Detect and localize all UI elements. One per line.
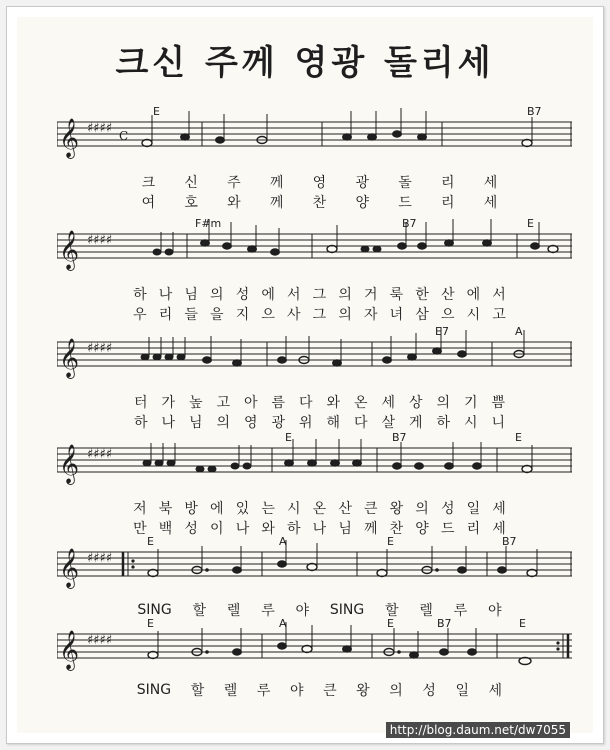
chord-label: A	[515, 325, 523, 338]
chord-label: E	[153, 105, 160, 118]
lyric-syllable: 다	[353, 415, 368, 431]
lyric-syllable: 삼	[415, 307, 429, 323]
lyric-syllable: 우	[133, 307, 147, 323]
lyric-syllable: 기	[463, 395, 478, 411]
lyric-line-2	[57, 413, 572, 431]
chord-label: B7	[392, 431, 407, 444]
lyric-syllable: SING	[137, 602, 172, 618]
lyric-syllable: 한	[415, 287, 429, 303]
lyric-syllable: 게	[408, 415, 423, 431]
lyric-syllable: 광	[355, 175, 369, 191]
lyric-syllable: 님	[184, 287, 198, 303]
lyric-syllable: 온	[312, 501, 327, 517]
staff	[57, 431, 572, 491]
lyric-syllable: 의	[436, 395, 451, 411]
lyric-syllable: 돌	[398, 175, 412, 191]
lyric-syllable: 리	[440, 195, 455, 211]
lyric-syllable: 지	[235, 307, 250, 323]
lyric-syllable: 사	[287, 307, 301, 323]
lyric-line-1	[57, 173, 572, 191]
chord-label: E	[387, 535, 394, 548]
lyric-syllable: 루	[453, 603, 468, 619]
chord-label: E	[515, 431, 522, 444]
lyric-syllable: SING	[136, 682, 172, 698]
lyric-syllable: 광	[271, 415, 286, 431]
treble-clef-icon: 𝄞	[59, 444, 80, 484]
lyric-syllable: 의	[415, 501, 429, 517]
blog-url-watermark: http://blog.daum.net/dw7055	[386, 722, 570, 738]
staff	[57, 325, 572, 385]
lyric-syllable: 야	[295, 603, 310, 619]
key-signature-icon: ♯♯♯♯	[87, 633, 113, 648]
staff	[57, 535, 572, 595]
lyric-syllable: 드	[440, 521, 455, 537]
lyric-syllable: 나	[312, 521, 327, 537]
lyric-syllable: 영	[243, 415, 258, 431]
lyric-syllable: 나	[235, 521, 250, 537]
staff	[57, 217, 572, 277]
lyric-syllable: 자	[363, 307, 378, 323]
lyric-syllable: 와	[326, 395, 341, 411]
lyric-syllable: 여	[141, 195, 156, 211]
lyric-line-2	[57, 193, 572, 211]
treble-clef-icon: 𝄞	[59, 230, 80, 270]
lyric-syllable: 에	[210, 501, 224, 517]
lyric-syllable: 일	[455, 683, 469, 699]
lyric-syllable: 해	[326, 415, 341, 431]
lyric-syllable: 성	[422, 683, 436, 699]
key-signature-icon: ♯♯♯♯	[87, 121, 113, 136]
lyric-syllable: 리	[466, 521, 481, 537]
svg-text:C: C	[119, 129, 129, 143]
lyric-syllable: 백	[158, 521, 173, 537]
lyric-syllable: 루	[261, 603, 275, 619]
lyric-syllable: 의	[210, 287, 224, 303]
song-title: 크신 주께 영광 돌리세	[115, 43, 495, 83]
chord-label: E	[147, 535, 154, 548]
lyric-syllable: 니	[491, 415, 506, 431]
lyric-syllable: 위	[298, 415, 313, 431]
sheet-music	[17, 17, 593, 733]
key-signature-icon: ♯♯♯♯	[87, 341, 113, 356]
lyric-syllable: 의	[216, 415, 231, 431]
lyric-syllable: 세	[381, 395, 396, 411]
lyric-syllable: 성	[440, 501, 455, 517]
lyric-syllable: 찬	[312, 195, 327, 211]
lyric-syllable: 세	[492, 501, 506, 517]
lyric-syllable: 다	[298, 395, 313, 411]
chord-label: B7	[437, 617, 452, 630]
lyric-syllable: 고	[216, 395, 231, 411]
lyric-syllable: 세	[488, 683, 503, 699]
lyric-syllable: 시	[466, 307, 481, 323]
system-2	[57, 217, 572, 329]
lyric-syllable: 야	[289, 683, 304, 699]
lyric-syllable: 살	[381, 415, 396, 431]
lyric-syllable: 산	[338, 501, 352, 517]
lyric-syllable: 북	[158, 501, 173, 517]
lyric-syllable: 이	[210, 521, 224, 537]
treble-clef-icon: 𝄞	[59, 548, 80, 588]
lyric-syllable: 드	[398, 195, 412, 211]
lyric-syllable: 쁨	[491, 395, 506, 411]
system-4	[57, 431, 572, 543]
lyric-syllable: 서	[287, 287, 301, 303]
system-1	[57, 105, 572, 217]
lyric-syllable: 나	[158, 287, 173, 303]
lyric-syllable: 와	[261, 521, 275, 537]
lyric-line-1	[57, 393, 572, 411]
lyric-line-1	[57, 681, 572, 699]
lyric-syllable: 양	[355, 195, 369, 211]
lyric-syllable: 께	[269, 175, 284, 191]
lyric-syllable: 찬	[389, 521, 404, 537]
lyric-syllable: 저	[133, 501, 147, 517]
lyric-syllable: 왕	[389, 501, 404, 517]
lyric-syllable: 시	[287, 501, 301, 517]
lyric-syllable: 의	[338, 287, 352, 303]
lyric-line-1	[57, 499, 572, 517]
lyric-syllable: 세	[483, 175, 498, 191]
lyric-syllable: 렐	[223, 683, 238, 699]
lyric-syllable: 하	[287, 521, 301, 537]
staff	[57, 105, 572, 165]
lyric-syllable: 하	[133, 415, 148, 431]
chord-label: E	[285, 431, 292, 444]
lyric-syllable: 양	[415, 521, 429, 537]
lyric-syllable: 성	[235, 287, 250, 303]
lyric-syllable: 산	[440, 287, 455, 303]
lyric-syllable: 왕	[356, 683, 370, 699]
lyric-syllable: 하	[436, 415, 451, 431]
lyric-syllable: 의	[338, 307, 352, 323]
lyric-syllable: 루	[256, 683, 271, 699]
lyric-syllable: 는	[261, 501, 275, 517]
lyric-syllable: 을	[210, 307, 224, 323]
key-signature-icon: ♯♯♯♯	[87, 551, 113, 566]
chord-label: B7	[527, 105, 542, 118]
lyric-syllable: 호	[184, 195, 198, 211]
system-3	[57, 325, 572, 437]
lyric-syllable: 하	[133, 287, 147, 303]
chord-label: E	[387, 617, 394, 630]
lyric-syllable: 으	[440, 307, 455, 323]
lyric-syllable: 서	[492, 287, 506, 303]
lyric-syllable: SING	[329, 602, 365, 618]
system-6	[57, 617, 572, 729]
treble-clef-icon: 𝄞	[59, 338, 80, 378]
lyric-syllable: 야	[487, 603, 502, 619]
lyric-line-1	[57, 285, 572, 303]
page-frame	[6, 6, 604, 744]
lyric-syllable: 세	[492, 521, 506, 537]
lyric-syllable: 렐	[419, 603, 433, 619]
chord-label: E	[519, 617, 526, 630]
lyric-syllable: 주	[227, 175, 241, 191]
lyric-syllable: 영	[312, 175, 327, 191]
lyric-syllable: 그	[312, 307, 327, 323]
lyric-syllable: 큰	[363, 501, 378, 517]
lyric-syllable: 일	[466, 501, 481, 517]
lyric-syllable: 할	[384, 603, 399, 619]
key-signature-icon: ♯♯♯♯	[87, 447, 113, 462]
lyric-syllable: 세	[483, 195, 498, 211]
chord-label: E	[147, 617, 154, 630]
lyric-syllable: 의	[389, 683, 403, 699]
treble-clef-icon: 𝄞	[59, 630, 80, 670]
lyric-syllable: 만	[133, 521, 147, 537]
lyric-syllable: 그	[312, 287, 327, 303]
chord-label: E7	[435, 325, 449, 338]
lyric-syllable: 온	[353, 395, 368, 411]
lyric-syllable: 큰	[323, 683, 337, 699]
lyric-syllable: 께	[363, 521, 378, 537]
lyric-syllable: 녀	[389, 307, 404, 323]
lyric-syllable: 상	[408, 395, 423, 411]
lyric-syllable: 룩	[389, 287, 404, 303]
lyric-syllable: 에	[261, 287, 275, 303]
lyric-syllable: 가	[161, 395, 176, 411]
lyric-syllable: 아	[243, 395, 258, 411]
lyric-syllable: 름	[271, 395, 286, 411]
lyric-syllable: 님	[188, 415, 203, 431]
lyric-syllable: 에	[466, 287, 481, 303]
lyric-syllable: 거	[363, 287, 378, 303]
lyric-syllable: 터	[133, 395, 148, 411]
lyric-syllable: 할	[192, 603, 207, 619]
lyric-syllable: 할	[190, 683, 205, 699]
lyric-syllable: 시	[463, 415, 478, 431]
lyric-syllable: 리	[158, 307, 173, 323]
chord-label: B7	[502, 535, 517, 548]
lyric-syllable: 들	[184, 307, 198, 323]
lyric-syllable: 방	[184, 501, 198, 517]
lyric-syllable: 께	[269, 195, 284, 211]
key-signature-icon: ♯♯♯♯	[87, 233, 113, 248]
lyric-syllable: 와	[227, 195, 241, 211]
lyric-line-2	[57, 305, 572, 323]
chord-label: F#m	[195, 217, 222, 230]
chord-label: A	[279, 617, 287, 630]
lyric-syllable: 렐	[226, 603, 241, 619]
lyric-syllable: 높	[188, 395, 203, 411]
lyric-syllable: 있	[235, 501, 250, 517]
lyric-syllable: 성	[184, 521, 198, 537]
chord-label: B7	[402, 217, 417, 230]
lyric-syllable: 고	[492, 307, 506, 323]
lyric-syllable: 으	[261, 307, 275, 323]
lyric-syllable: 크	[141, 175, 156, 191]
lyric-syllable: 님	[338, 521, 352, 537]
treble-clef-icon: 𝄞	[59, 118, 80, 158]
staff	[57, 617, 572, 677]
chord-label: E	[527, 217, 534, 230]
lyric-syllable: 리	[440, 175, 455, 191]
lyric-syllable: 신	[184, 175, 198, 191]
chord-label: A	[279, 535, 287, 548]
lyric-syllable: 나	[161, 415, 176, 431]
